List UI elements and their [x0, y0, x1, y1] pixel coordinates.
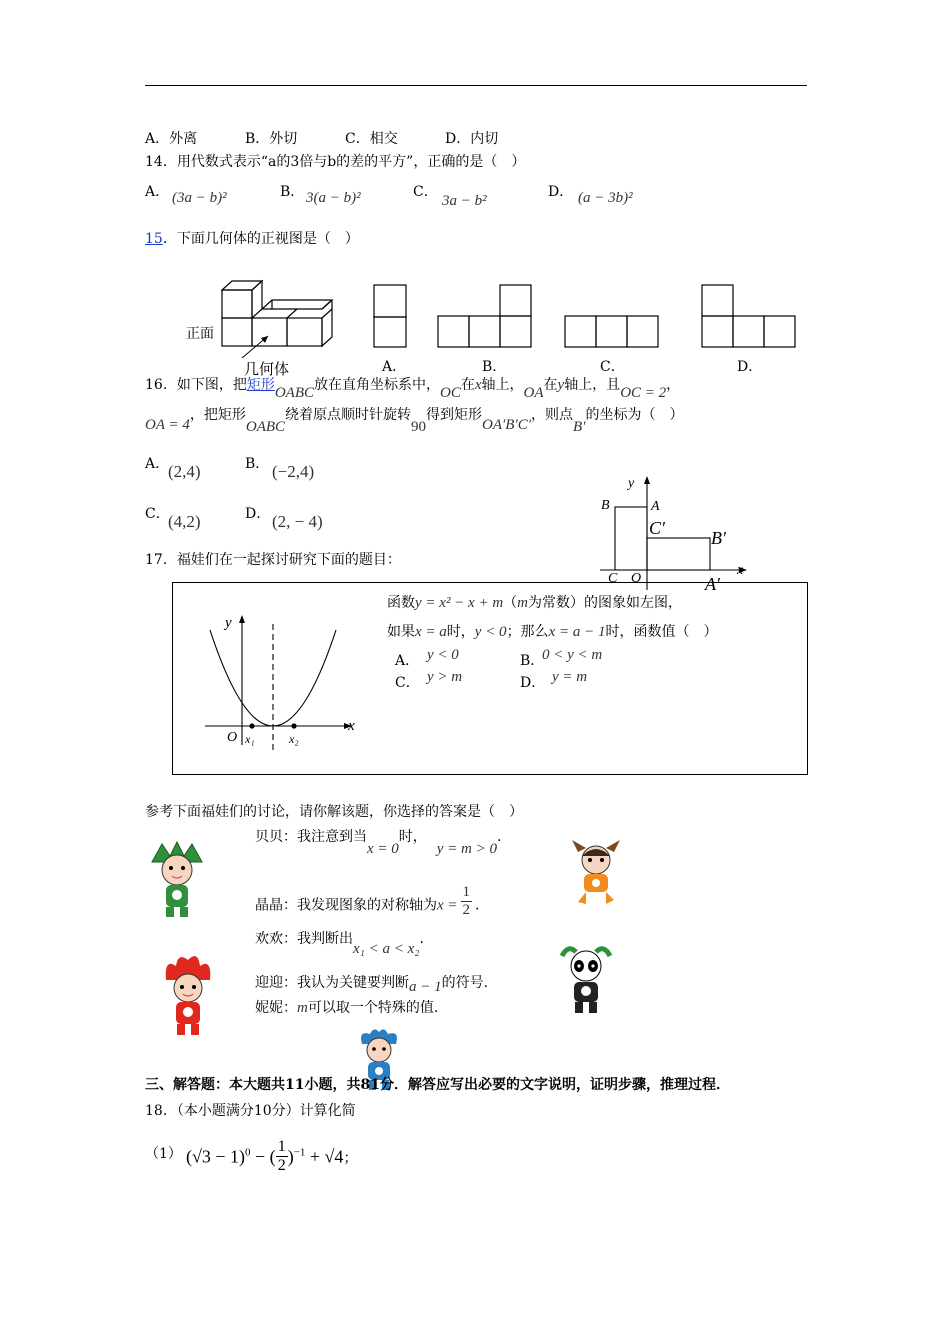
q15-option-label-b: B．: [482, 359, 507, 375]
svg-text:B′: B′: [711, 528, 726, 548]
svg-text:B: B: [601, 498, 610, 513]
q18-part1-expr: [186, 1140, 357, 1177]
q16-rect-oabc: [615, 507, 647, 570]
q17-math: x = a: [415, 624, 447, 640]
svg-text:O: O: [227, 730, 238, 745]
q17-math: y = m > 0: [436, 841, 498, 857]
q17-math: y < 0: [474, 624, 507, 640]
q17-text: ；那么: [506, 624, 549, 640]
q14-label-d: D．: [548, 184, 574, 200]
mascot-beibei-icon: [146, 838, 208, 920]
q16-math: 90: [411, 419, 427, 435]
q17-text: 贝贝：我注意到当: [255, 829, 367, 845]
q16-text: 轴上，: [481, 377, 524, 393]
q17-option-d: y = m: [552, 669, 588, 685]
q18-part1-label: （1）: [145, 1146, 182, 1162]
q17-option-label-c: C．: [395, 675, 420, 691]
q15-option-c-figure: [565, 316, 658, 347]
svg-text:O: O: [631, 571, 642, 586]
q13-option-b: B．外切: [245, 131, 298, 147]
q13-option-d: D．内切: [445, 131, 499, 147]
section3-heading: 三、解答题：本大题共11小题，共81分．解答应写出必要的文字说明，证明步骤，推理过程．: [145, 1077, 730, 1093]
q17-option-label-a: A．: [395, 653, 420, 669]
q16-text: 得到矩形: [426, 407, 483, 423]
q17-box-line2: [387, 621, 717, 641]
q18-close: ): [287, 1146, 294, 1167]
q17-math: x = a − 1: [548, 624, 606, 640]
mascot-jingjing-icon: [568, 838, 624, 908]
q17-parabola-graph: [200, 610, 360, 750]
q16-option-label-c: C．: [145, 506, 170, 522]
q16-text: 放在直角坐标系中，: [314, 377, 440, 393]
mascot-huanhuan-icon: [160, 950, 216, 1038]
q16-math: x: [474, 377, 482, 393]
q17-text: 妮妮：: [255, 1000, 297, 1016]
q17-text: 时，: [446, 624, 475, 640]
svg-text:C: C: [608, 571, 618, 586]
q17-math: y = x² − x + m: [415, 595, 504, 611]
q15-solid: [222, 281, 332, 346]
svg-text:A: A: [651, 499, 660, 514]
q16-option-label-d: D．: [245, 506, 271, 522]
q14-expr-c: 3a − b²: [442, 193, 487, 209]
header-rule: [145, 85, 807, 86]
q17-beibei-line: [255, 826, 502, 857]
q16-rect-link[interactable]: 矩形: [246, 377, 275, 393]
q17-jingjing-line: [255, 884, 480, 923]
q17-option-label-b: B．: [520, 653, 545, 669]
q16-text: ，: [666, 377, 681, 393]
q16-text: 的坐标为（ ）: [585, 407, 684, 423]
q17-nini-line: [255, 997, 438, 1017]
q16-option-b: (−2,4): [272, 462, 315, 481]
svg-text:x: x: [737, 563, 744, 578]
q18-exp0: 0: [245, 1146, 251, 1159]
q16-option-a: (2,4): [168, 462, 201, 481]
q16-option-c: (4,2): [168, 512, 201, 531]
q16-text: 在: [543, 377, 558, 393]
q16-text: 轴上，且: [564, 377, 621, 393]
q15-option-d-figure: [702, 285, 795, 347]
q17-huanhuan-line: [255, 928, 424, 957]
q16-math: y: [557, 377, 565, 393]
q16-math: B′: [573, 419, 586, 435]
q17-numerator: 1: [462, 884, 471, 900]
q16-option-label-a: A．: [145, 456, 170, 472]
q17-math: x₁ < a < x₂: [353, 941, 420, 957]
q16-math: OC = 2: [620, 385, 667, 401]
q17-text: 时，函数值（ ）: [605, 624, 718, 640]
q16-line2: [145, 404, 684, 435]
mascot-nini-icon: [558, 944, 614, 1016]
q16-math: OABC: [245, 419, 286, 435]
q16-line1: [145, 374, 681, 401]
q16-math: OA′B′C′: [482, 417, 532, 433]
q16-math: OC: [440, 385, 461, 401]
q17-point-x1: [249, 723, 254, 728]
svg-text:C′: C′: [649, 518, 665, 538]
svg-text:y: y: [225, 615, 232, 631]
q16-option-d: (2, − 4): [272, 512, 323, 531]
q17-yingying-line: [255, 972, 489, 995]
q14-expr-a: (3a − b)²: [172, 190, 227, 206]
q15-option-b-figure: [438, 285, 531, 347]
q18-exp-neg1: −1: [293, 1146, 306, 1159]
q17-math: m: [297, 1000, 308, 1016]
q17-text: 可以取一个特殊的值.: [307, 1000, 439, 1016]
q17-text: .: [497, 829, 502, 845]
svg-text:x: x: [348, 718, 355, 734]
q18-term1: (√3 − 1): [186, 1146, 246, 1167]
q14-label-a: A．: [145, 184, 170, 200]
q13-option-a: A．外离: [145, 131, 198, 147]
q17-text: 时，: [398, 829, 427, 845]
q17-text: 函数: [387, 595, 415, 611]
q18-stem: 18．（本小题满分10分）计算化简: [145, 1103, 356, 1119]
q17-option-b: 0 < y < m: [542, 647, 603, 663]
q13-option-c: C．相交: [345, 131, 398, 147]
q16-math: OA: [523, 385, 544, 401]
q15-solid-label: 几何体: [244, 362, 290, 378]
q17-math: a − 1: [409, 979, 442, 995]
q17-text: 的符号.: [441, 975, 489, 991]
q17-point-x2: [291, 723, 296, 728]
q17-option-label-d: D．: [520, 675, 546, 691]
q15-option-label-c: C．: [600, 359, 625, 375]
svg-text:x₂: x₂: [289, 732, 299, 746]
q17-math: m: [517, 595, 529, 611]
q17-option-c: y > m: [427, 669, 463, 685]
q16-text: 绕着原点顺时针旋转: [285, 407, 412, 423]
q15-option-a-figure: [374, 285, 406, 347]
q16-text: ，把矩形: [189, 407, 246, 423]
q18-numerator: 1: [277, 1138, 286, 1155]
q16-option-label-b: B．: [245, 456, 270, 472]
q17-text: （: [503, 595, 518, 611]
q16-text: 在: [460, 377, 475, 393]
q16-math: OABC: [274, 385, 314, 401]
q18-fraction: [276, 1138, 288, 1175]
q14-label-b: B．: [280, 184, 305, 200]
q18-semicolon: ；: [343, 1151, 358, 1167]
q14-label-c: C．: [413, 184, 438, 200]
q15-option-label-d: D．: [737, 359, 763, 375]
q16-text: 16．如下图，把: [145, 377, 247, 393]
q15-stem-text: ．下面几何体的正视图是（ ）: [162, 231, 359, 247]
q16-text: ，则点: [531, 407, 574, 423]
q16-math: OA = 4: [145, 417, 190, 433]
q18-plus-sqrt: + √4: [305, 1146, 344, 1167]
q17-math: x =: [437, 897, 458, 914]
q17-fraction: [461, 884, 473, 919]
q14-expr-d: (a − 3b)²: [578, 190, 633, 206]
q17-text: 为常数）的图象如左图，: [528, 595, 683, 611]
q17-text: 欢欢：我判断出: [255, 931, 353, 947]
q17-math: x = 0: [367, 841, 399, 857]
q17-text: 晶晶：我发现图象的对称轴为: [255, 897, 437, 914]
q17-stem: 17．福娃们在一起探讨研究下面的题目：: [145, 552, 401, 568]
q17-box-line1: [387, 592, 682, 612]
q17-text: .: [419, 931, 424, 947]
q17-denominator: 2: [462, 902, 471, 918]
svg-text:y: y: [628, 476, 635, 491]
q18-minus: − (: [250, 1146, 276, 1167]
svg-text:x₁: x₁: [245, 732, 255, 746]
q17-option-a: y < 0: [427, 647, 459, 663]
q18-denominator: 2: [277, 1157, 286, 1174]
q14-expr-b: 3(a − b)²: [306, 190, 361, 206]
q16-figure: [595, 472, 755, 594]
svg-text:A′: A′: [705, 574, 720, 594]
q17-text: 如果: [387, 624, 415, 640]
q14-stem: 14．用代数式表示“a的3倍与b的差的平方”，正确的是（ ）: [145, 154, 526, 170]
q15-stem: [145, 228, 359, 248]
q17-text: .: [475, 897, 480, 914]
q15-front-label: 正面: [186, 327, 214, 342]
q17-text: 迎迎：我认为关键要判断: [255, 975, 409, 991]
q16-rect-rotated: [647, 538, 710, 570]
q15-number-link[interactable]: 15: [145, 231, 163, 247]
q15-option-label-a: A．: [382, 359, 407, 375]
q17-discussion-intro: 参考下面福娃们的讨论，请你解该题，你选择的答案是（ ）: [145, 804, 523, 820]
